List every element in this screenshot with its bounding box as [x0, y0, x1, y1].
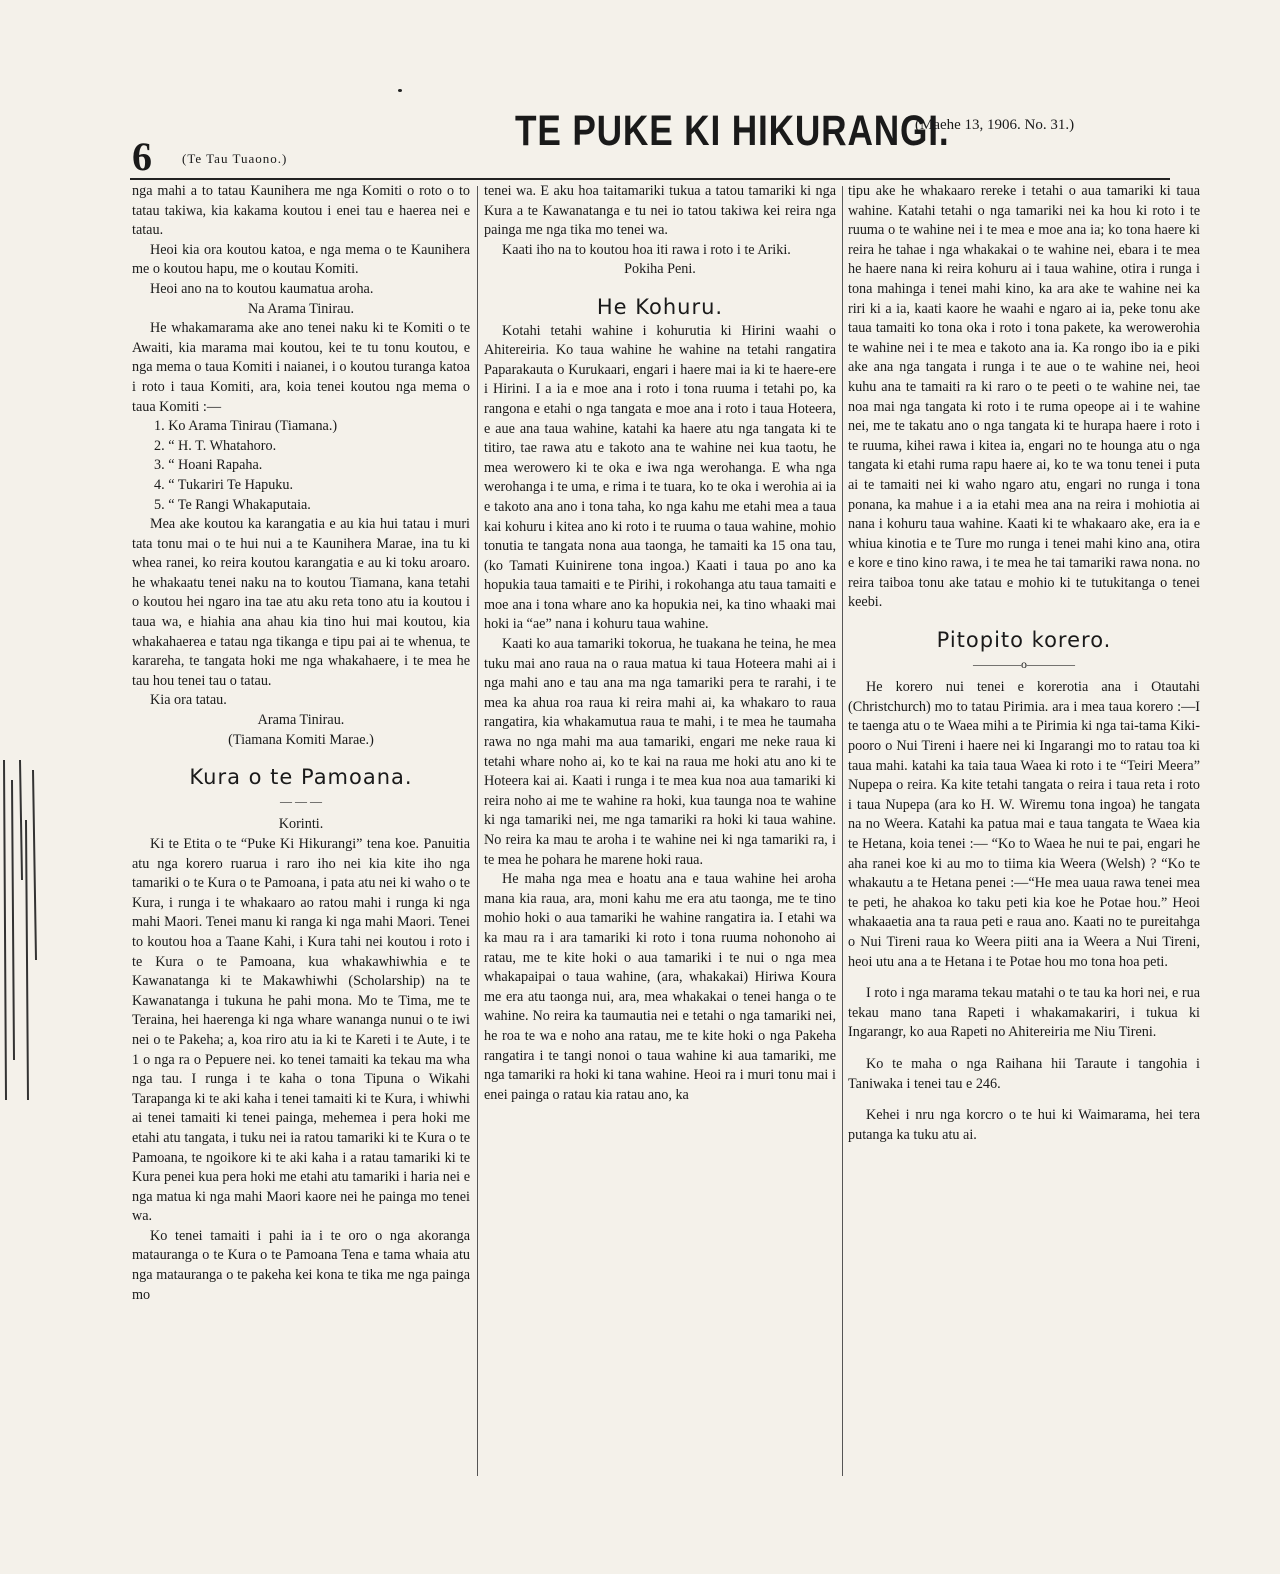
paragraph: Kaati ko aua tamariki tokorua, he tuakana he teina, he mea tuku mai ano raua na o raua matua ki taua Hoteera mahi ai i nga mahi ano e tau ana ma nga tamariki pera te rarahi, i te mea ka ahua roa raua ki reira mahi ai, ka whakaro to raua rangatira, kia whakamutua raua te mahi, i te mea he taumaha rawa no nga mahi ma aua tamariki, engari me neke raua ki tetahi whare noho ai, ko te kai na raua me hoki atu ano ki te Hoteera kai ai. Kaati i runga i te mea kua noa aua tamariki ki reira noho ai me te wahine ra hoki, kua taunga noa te wahine ki nga tamariki nei, me nga tamariki ra hoki ki taua wahine. No reira ka mau te aroha i te wahine nei ki nga tamariki ra, i te mea he pohara he marene hoki raua. [484, 636, 836, 868]
list-item: 2. “ H. T. Whatahoro. [154, 437, 277, 454]
header-rule [130, 178, 1170, 180]
heading-divider: ————o———— [973, 656, 1075, 671]
column-3 [848, 182, 1200, 1145]
signature: Pokiha Peni. [624, 261, 696, 278]
paragraph: He whakamarama ake ano tenei naku ki te Komiti o te Awaiti, kia marama mai koutou, kei te tu tonu koutou, e nga mema o taua Komiti i naianei, i o koutou turanga katoa i roto i taua Komiti, ara, koia tenei koutou nga mema o taua Komiti :— [132, 320, 470, 415]
signature: Arama Tinirau. [257, 712, 345, 729]
paragraph: He korero nui tenei e korerotia ana i Otautahi (Christchurch) mo to tatau Pirimia. ara i mea taua korero :—I te taenga atu o te Waea mihi a te Pirimia ki nga tai-tama Kiki-pooro o Nui Tireni i haere nei ki Ingarangi mo to ratau toa ki taua mahi. katahi ka taia taua Waea ki roto i te “Teiri Meera” Nupepa o reira. Ka kite tetahi tangata o reira i taua reta i roto i taua Nupepa (ara ko H. W. Wiremu tona ingoa) he tangata na no Weera. Katahi ka patua mai e taua tangata te Waea kia te Hetana, koia tenei :— “Ko to Waea he nui te pai, engari he aha ranei koe ki au mo to tiima kia Weera (Welsh) ? “Ko te whakautu a te Hetana penei :—“He mea uaua rawa tenei mea te peti, he ahakoa ko taku peti kia koe he Potae hou.” Heoi whakaaetia ana ta raua peti e raua ano. Kaati no te pureitahga o Nui Tireni raua ko Weera piiti ana ia Weera a Nui Tireni, heoi utu ana a te Hetana i te Potae hou mo tona hoa peti. [848, 679, 1200, 970]
committee-list [132, 417, 470, 515]
paragraph: nga mahi a to tatau Kaunihera me nga Komiti o roto o to tatau takiwa, kia kakama koutou i enei tau e haerea nei e tatau. [132, 183, 470, 239]
paragraph: tenei wa. E aku hoa taitamariki tukua a tatou tamariki ki nga Kura a te Kawanatanga e tu nei io tatou takiwa kei reira nga painga me nga tika mo tenei wa. [484, 183, 836, 239]
paragraph: Ko te maha o nga Raihana hii Taraute i tangohia i Taniwaka i tenei tau e 246. [848, 1055, 1200, 1092]
paragraph: Ko tenei tamaiti i pahi ia i te oro o nga akoranga matauranga o te Kura o te Pamoana Tena e tama whaia atu nga matauranga o te pakeha kei kona te tika me nga painga mo [132, 1227, 470, 1303]
scan-edge-marks [0, 760, 42, 1100]
dateline: Korinti. [278, 816, 324, 833]
paragraph: Kia ora tatau. [150, 692, 227, 709]
article-heading: Kura o te Pamoana. [189, 765, 413, 790]
paragraph: tipu ake he whakaaro rereke i tetahi o aua tamariki ki taua wahine. Katahi tetahi o nga tamariki nei ka hou ki roto i te ruuma o te wahine nei i te mea e moe ana ia; ko tona haere ki reira he tahae i nga whakakai o te wahine nei, ebara i te mea he haere nana ki reira kohuru ai i taua wahine, otira i runga i tona mahinga i tenei mahi kino, ka ara ake te wahine nei ka riri ki a ia, kaati kaore he waahi e ngaro ai ia, peke tonu ake taua tamaiti ko tona oka i roto i tona pakete, ka werowerohia te wahine nei i te mea e takoto ana ia. Ka rongo ibo ia e piki ake ana nga tangata i runga i te aue o te wahine nei, heoi kuhu ana te tamaiti ra ki raro o te peeti o te wahine nei, tae noa mai nga tangata ki roto i te ruma opeope ai i te wahine nei, me te takatu ano o nga tangata ki te hurapa haere i roto i te ruuma, kihei rawa i kitea ia, engari no te hounga atu o nga tangata ki etahi ruma rapu haere ai, ko te wa tonu tenei i puta ai te tamaiti nei ki waho ngaro atu, engari no runga i tona ponana, ka mahue i a ia etahi mea ana na reira i mohiotia ai nana i kohuru taua wahine. Kaati ki te whakaaro ake, era ia e whiua kinotia e te Ture mo runga i tenei mahi kino ana, otira e kore e tino kino rawa, i te mea he tai tamariki rawa nona. no reira taiboa tonu ake tatau e mohio ki te tutukitanga o tenei keebi. [848, 183, 1200, 611]
article-heading: Pitopito korero. [936, 628, 1112, 653]
list-item: 1. Ko Arama Tinirau (Tiamana.) [154, 418, 338, 435]
paragraph: Ki te Etita o te “Puke Ki Hikurangi” tena koe. Panuitia atu nga korero ruarua i raro iho nei kia kite iho nga tamariki o te Kura o te Pamoana, i pata atu nei ki waho o te Kura, i runga i te whakaaro ao ratou mahi i runga ki nga mahi Maori. Tenei manu ki ranga ki nga mahi Maori. Tenei to koutou hoa a Taane Kahi, i Kura tahi nei koutou i roto i te Kura o te Pamoana, kua whakawhiwhia e te Kawanatanga ki te Makawhiwhi (Scholarship) na te Kawanatanga i tukuna he pahi mona. Mo te Tima, me te Teraina, hei haerenga ki nga whare wananga nunui o te iwi nei o te Pakeha; a, koa riro atu ia ki te Kareti i te Aute, i te 1 o nga ra o Pepuere nei. ko tenei tamaiti ka tekau ma wha nga tau. I runga i te kaha o tona Tipuna o Wikahi Tarapanga ki te aki kaha i tenei tamaiti ki te Kura, i whiwhi ai tenei tamaiti ki tenei painga, mehemea i pera hoki me etahi atu tangata, i tuku nei ia ratou tamariki ki te Kura o te Pamoana, te ngoikore ki te aki kaha i a ratau tamariki ki te Kura penei kua pera hoki me etahi atu tamariki i haria nei e nga matua ki nga mahi Maori kaore nei he painga mo tenei wa. [132, 836, 470, 1225]
page-number: 6 [132, 134, 152, 179]
list-item: 4. “ Tukariri Te Hapuku. [154, 476, 294, 493]
paragraph: Heoi ano na to koutou kaumatua aroha. [150, 280, 374, 297]
newspaper-title: TE PUKE KI HIKURANGI. [515, 107, 950, 155]
masthead [120, 95, 1160, 179]
paragraph: Kotahi tetahi wahine i kohurutia ki Hirini waahi o Ahitereiria. Ko taua wahine he wahine na tetahi rangatira Paparakauta o Kurukaari, engari i haere mai ia ki te haere-ere i Hirini. I a ia e moe ana i roto i tona ruuma i tetahi po, ka rangona e etahi o nga tangata e moe ana i roto i taua Hoteera, e aue ana taua wahine, katahi ka haere atu nga tangata ki te titiro, tae rawa atu e takoto ana te wahine nei kua taotu, he mea werowero ki te oka e iwa nga werohanga. E wha nga werohanga i te uma, e rima i te tuara, ko te oka i werohia ai ia e takoto ana ano i tona taha, ko nga kahu me etahi mea a taua kai kohuru i kitea ano ki roto i te ruuma o taua wahine, mohio tonutia te tangata nona aua taonga, he tamaiti ka 15 ona tau, (ko Tamati Kuinirene tona ingoa.) Kaati i taua po ano ka hopukia taua tamaiti e te Pirihi, i rokohanga atu taua tamaiti e moe ana i tona whare ano ka hopukia nei, ka tino whaaki mai hoki ia “ae” nana i kohuru taua wahine. [484, 322, 836, 633]
list-item: 5. “ Te Rangi Whakaputaia. [154, 496, 311, 513]
signature: Na Arama Tinirau. [247, 300, 354, 317]
paragraph: Kehei i nru nga korcro o te hui ki Waimarama, hei tera putanga ka tuku atu ai. [848, 1107, 1200, 1143]
column-divider-1 [477, 186, 478, 1476]
column-1 [132, 182, 470, 1305]
signature-title: (Tiamana Komiti Marae.) [228, 731, 374, 748]
list-item: 3. “ Hoani Rapaha. [154, 457, 263, 474]
heading-divider: — — — [280, 793, 322, 808]
volume-label: (Te Tau Tuaono.) [182, 151, 288, 166]
column-divider-2 [842, 186, 843, 1476]
ink-speck [398, 89, 402, 92]
paragraph: Kaati iho na to koutou hoa iti rawa i roto i te Ariki. [502, 241, 791, 258]
article-heading: He Kohuru. [596, 294, 724, 319]
paragraph: Heoi kia ora koutou katoa, e nga mema o te Kaunihera me o koutou hapu, me o koutau Komiti. [132, 241, 470, 278]
paragraph: Mea ake koutou ka karangatia e au kia hui tatau i muri tata tonu mai o te hui nui a te Kaunihera Marae, ina tu ki whea ranei, ko reira koutou karangatia e au ki toku aroaro. he whakaatu tenei naku na to koutou Tiamana, kana tetahi o koutou hei ngaro ina tae atu aku reta tono atu ia koutou i taua wa, e hiahia ana ahau kia tino hui mai koutou, kia whakahaerea e tatau nga tikanga e tipu pai ai te whenua, te karareha, te tangata hoki me nga whakahaere, i te mea he tau hou tenei tau o tatau. [132, 516, 470, 689]
paragraph: I roto i nga marama tekau matahi o te tau ka hori nei, e rua tekau mano tana Rapeti i whakamakariri, i tukua ki Ingarangr, ko aua Rapeti no Ahitereiria me Niu Tireni. [848, 985, 1200, 1041]
issue-date: (Maehe 13, 1906. No. 31.) [915, 117, 1075, 133]
paragraph: He maha nga mea e hoatu ana e taua wahine hei aroha mana kia raua, ara, moni kahu me era atu taonga, me te tino mohio hoki o aua tamariki he wahine rangatira ia. I etahi wa ka mau ra i ara tamariki ki roto i tona ruuma nohonoho ai ratau, me te kite hoki o aua tamariki i te nui o nga mea whakapaipai o taua wahine, (ara, whakakai) Hiriwa Koura me era atu taonga nui, ara, mea whakakai o tenei hanga o te wahine. No reira ka taumautia nei e tetahi o nga tamariki nei, he roa te wa e noho ana ratau, me te kite hoki o nga Pakeha rangatira i te tangi nonoi o taua wahine ki aua tamariki, me nga tamariki ra hoki ki tana wahine. Heoi ra i muri tonu mai i enei painga o ratau kia ratau ano, ka [484, 871, 836, 1103]
column-2 [484, 182, 836, 1105]
